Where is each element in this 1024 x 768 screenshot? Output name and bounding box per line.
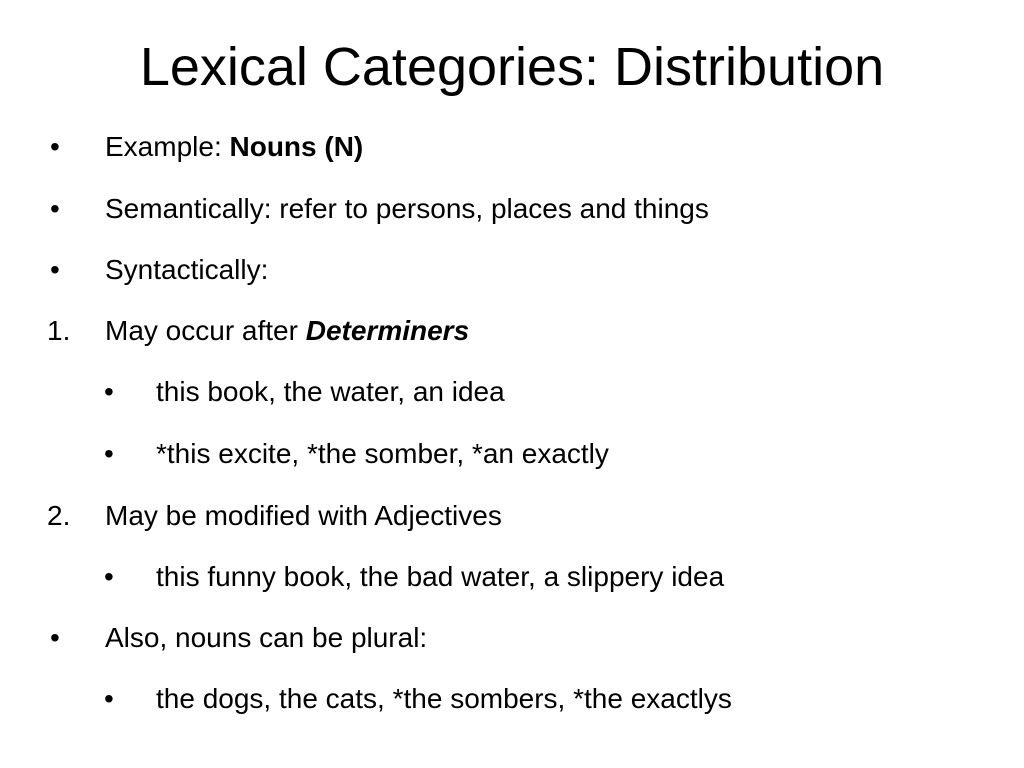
bullet-marker: • (104, 683, 114, 714)
list-item-label: May occur after (105, 315, 306, 346)
sub-list-item (0, 374, 1024, 410)
sub-list-item (0, 436, 1024, 472)
bullet-marker: • (50, 193, 60, 224)
list-item-text: this funny book, the bad water, a slippery idea (156, 561, 725, 592)
list-item (0, 191, 1024, 227)
list-item-text: Semantically: refer to persons, places and things (105, 193, 709, 224)
bullet-marker: • (50, 254, 60, 285)
emphasis-text: Determiners (305, 315, 470, 346)
list-item-text: the dogs, the cats, *the sombers, *the exactlys (156, 683, 732, 714)
list-item-label: Example: (105, 131, 230, 162)
list-item (0, 252, 1024, 288)
list-item-text (105, 313, 469, 349)
list-item (0, 498, 1024, 534)
slide-title: Lexical Categories: Distribution (139, 37, 885, 97)
number-marker: 1. (47, 315, 71, 346)
list-item (0, 129, 1024, 165)
list-item-text: Syntactically: (105, 254, 269, 285)
emphasis-text: Nouns (N) (229, 131, 364, 162)
list-item-text: Also, nouns can be plural: (105, 622, 428, 653)
number-marker: 2. (47, 500, 71, 531)
sub-list-item (0, 559, 1024, 595)
list-item (0, 313, 1024, 349)
list-item-text (105, 129, 363, 165)
bullet-marker: • (104, 438, 114, 469)
list-item-text: *this excite, *the somber, *an exactly (156, 438, 609, 469)
list-item-text: May be modified with Adjectives (105, 500, 502, 531)
list-item (0, 620, 1024, 656)
bullet-marker: • (50, 131, 60, 162)
sub-list-item (0, 681, 1024, 717)
bullet-marker: • (104, 561, 114, 592)
bullet-marker: • (104, 376, 114, 407)
bullet-marker: • (50, 622, 60, 653)
list-item-text: this book, the water, an idea (156, 376, 505, 407)
